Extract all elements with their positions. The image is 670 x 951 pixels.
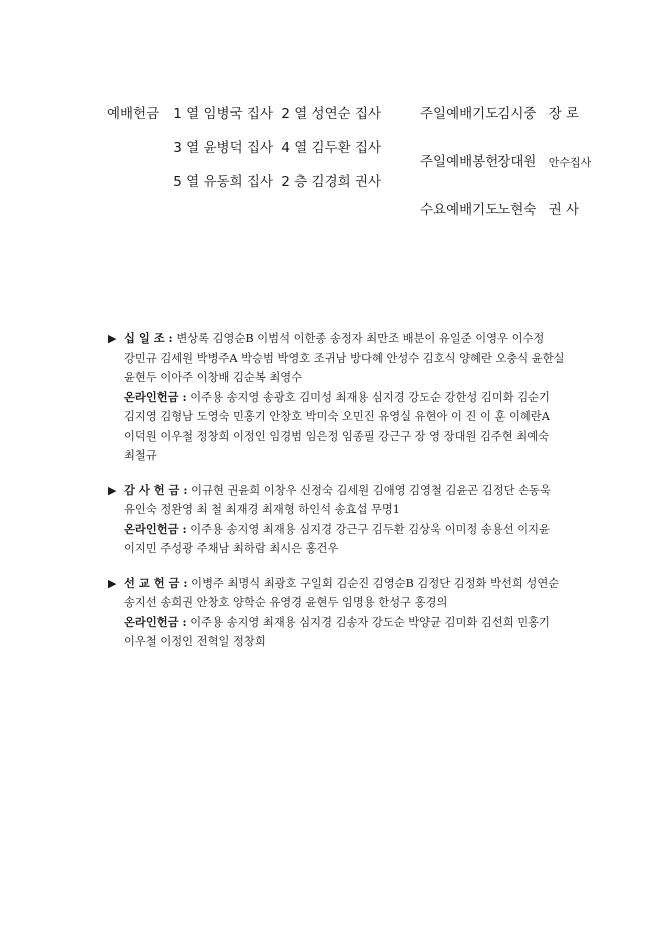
offering-row-2 <box>107 138 385 172</box>
donor-names: 이주용 송지영 송광호 김미성 최재용 심지경 강도순 강한성 김미화 김순기 <box>190 390 550 404</box>
donor-names: 이우철 이정인 전혁일 정창희 <box>124 635 266 648</box>
offering-entry: 4 열 김두환 집사 <box>281 140 382 156</box>
prayer-role: 주일예배봉헌 <box>420 154 499 170</box>
section-title: 선 교 헌 금 : <box>124 575 188 590</box>
offering-row-3 <box>107 172 385 206</box>
prayer-role: 수요예배기도 <box>420 202 499 218</box>
prayer-title: 장 로 <box>548 106 580 122</box>
section-header-line <box>108 329 568 349</box>
offering-entry: 1 열 임병국 집사 <box>173 106 274 122</box>
section-header-line <box>108 574 568 594</box>
prayer-title: 권 사 <box>548 202 580 218</box>
donor-names: 강민규 김세원 박병주A 박승범 박영호 조귀남 방다혜 안성수 김호식 양혜란 오충식 윤한실 <box>124 351 565 365</box>
prayer-row <box>420 200 591 248</box>
offering-label: 예배헌금 <box>107 106 160 122</box>
online-offering-line <box>108 520 568 540</box>
prayer-row <box>420 152 591 200</box>
offering-ushers <box>107 104 385 206</box>
offering-entry: 2 열 성연순 집사 <box>281 106 382 122</box>
donor-names: 이덕원 이우철 정창희 이정인 임경범 임은정 임종필 강근구 장 영 장대원 김주현 최예숙 <box>124 429 550 443</box>
prayer-name: 노현숙 <box>497 202 537 218</box>
donor-names: 최철규 <box>124 449 157 462</box>
donor-names: 윤현두 이아주 이창배 김순복 최영수 <box>124 371 303 384</box>
prayer-role: 주일예배기도 <box>420 106 499 122</box>
triangle-bullet-icon: ▶ <box>108 332 117 345</box>
donor-names: 유인숙 정완영 최 철 최재경 최재형 하인석 송효섭 무명1 <box>124 503 400 516</box>
online-offering-title: 온라인헌금 : <box>124 521 187 536</box>
donor-names: 이규현 권윤희 이창우 신정숙 김세원 김애영 김영철 김윤곤 김정단 손동욱 <box>191 483 551 497</box>
offering-entry: 5 열 유동희 집사 <box>173 174 274 190</box>
section-title: 감 사 헌 금 : <box>124 482 188 497</box>
donor-names: 송지선 송희권 안창호 양학순 유영경 윤현두 임명용 한성구 홍경의 <box>124 596 448 609</box>
donor-names: 변상록 김영순B 이범석 이한종 송정자 최만조 배분이 유일준 이영우 이수정 <box>176 332 545 345</box>
offering-row-1 <box>107 104 385 138</box>
donor-names: 김지영 김형남 도영숙 민홍기 안창호 박미숙 오민진 유영실 유현아 이 진 이 훈 이혜란A <box>124 410 550 423</box>
missions-section <box>108 574 568 652</box>
thanksgiving-section <box>108 481 568 559</box>
donor-names: 이병주 최명식 최광호 구일회 김순진 김영순B 김정단 김정화 박선희 성연순 <box>191 576 560 590</box>
prayer-name: 김시중 <box>497 106 537 122</box>
donor-names: 이지민 주성광 주채남 최하람 최시은 홍건우 <box>124 542 339 555</box>
online-offering-line <box>108 388 568 408</box>
triangle-bullet-icon: ▶ <box>108 483 117 497</box>
prayer-name: 장대원 <box>497 154 537 170</box>
prayer-title: 안수집사 <box>548 156 592 169</box>
offering-entry: 3 열 윤병덕 집사 <box>173 140 274 156</box>
section-header-line <box>108 481 568 501</box>
section-title: 십 일 조 : <box>124 331 173 345</box>
offering-entry: 2 층 김경희 권사 <box>281 174 382 190</box>
donor-names: 이주용 송지영 최재용 심지경 강근구 김두환 김상욱 이미정 송용선 이지윤 <box>190 522 550 536</box>
prayer-leaders <box>420 104 591 248</box>
triangle-bullet-icon: ▶ <box>108 576 117 590</box>
donor-names: 이주용 송지영 최재용 심지경 김송자 강도순 박양균 김미화 김선희 민홍기 <box>190 615 550 629</box>
online-offering-title: 온라인헌금 : <box>124 614 187 629</box>
prayer-row <box>420 104 591 152</box>
online-offering-line <box>108 613 568 633</box>
online-offering-title: 온라인헌금 : <box>124 389 187 404</box>
donor-sections <box>108 329 568 667</box>
tithe-section <box>108 329 568 466</box>
